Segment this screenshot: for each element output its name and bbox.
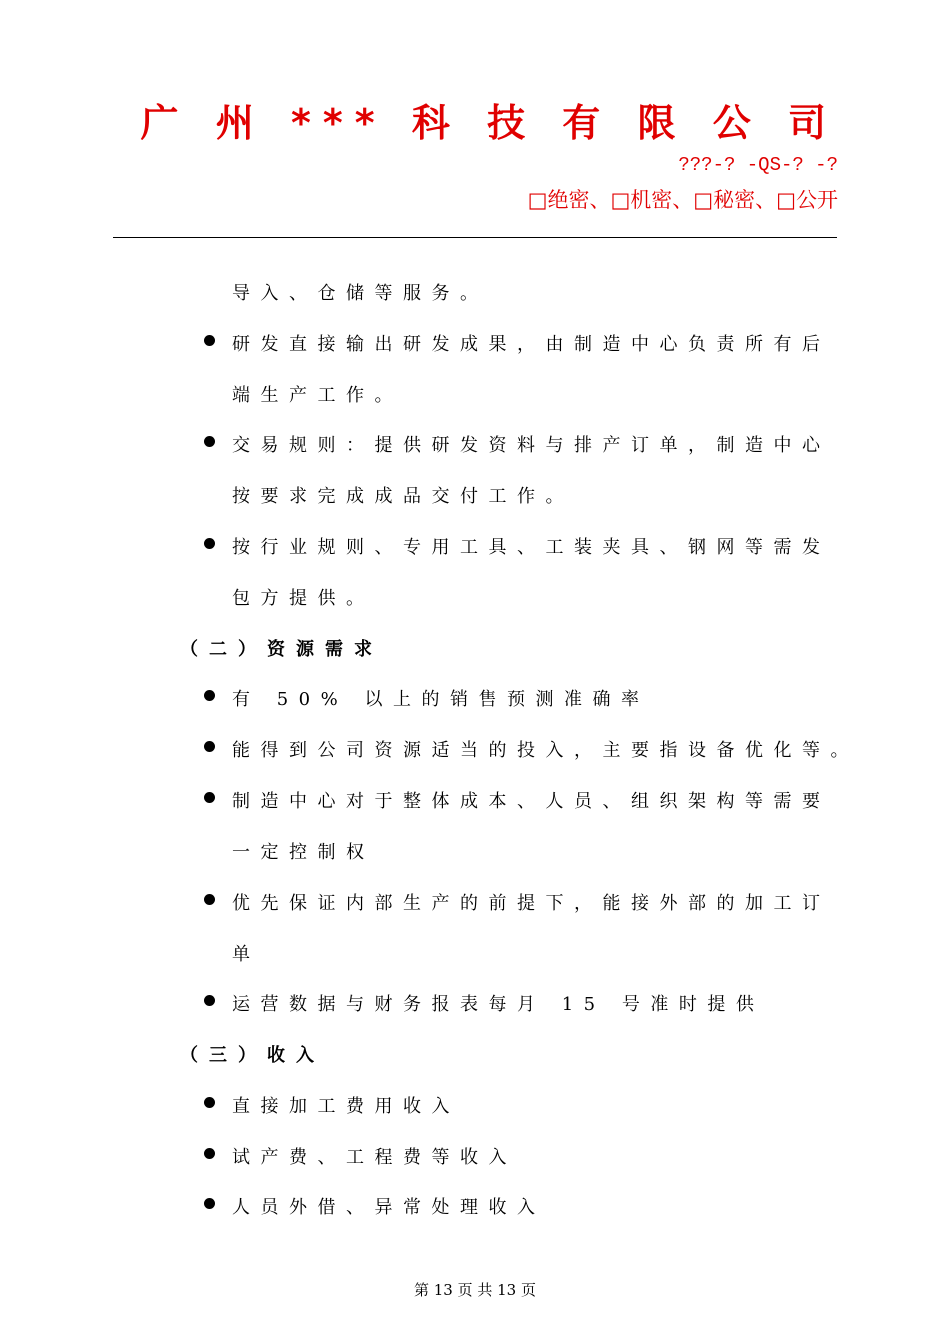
bullet-icon bbox=[204, 538, 215, 549]
section-heading: （二）资源需求 bbox=[180, 639, 383, 660]
list-item: 有 50% 以上的销售预测准确率 bbox=[232, 689, 650, 710]
list-item: 试产费、工程费等收入 bbox=[232, 1147, 517, 1168]
secrecy-level: □绝密、□机密、□秘密、□公开 bbox=[527, 188, 838, 212]
bullet-icon bbox=[204, 335, 215, 346]
list-item-continuation: 端生产工作。 bbox=[232, 385, 403, 406]
list-item-continuation: 单 bbox=[232, 944, 261, 965]
list-item-continuation: 按要求完成成品交付工作。 bbox=[232, 486, 574, 507]
list-item-continuation: 包方提供。 bbox=[232, 588, 375, 609]
list-item: 运营数据与财务报表每月 15 号准时提供 bbox=[232, 994, 765, 1015]
bullet-icon bbox=[204, 1198, 215, 1209]
list-item: 优先保证内部生产的前提下，能接外部的加工订 bbox=[232, 893, 831, 914]
document-code: ???-? -QS-? -? bbox=[678, 154, 838, 176]
list-item: 能得到公司资源适当的投入，主要指设备优化等。 bbox=[232, 740, 859, 761]
header-rule bbox=[113, 237, 837, 238]
bullet-icon bbox=[204, 995, 215, 1006]
page-number: 第 13 页 共 13 页 bbox=[413, 1281, 536, 1299]
list-item: 交易规则：提供研发资料与排产订单，制造中心 bbox=[232, 435, 831, 456]
bullet-icon bbox=[204, 792, 215, 803]
list-item-continuation: 一定控制权 bbox=[232, 842, 375, 863]
list-item: 直接加工费用收入 bbox=[232, 1096, 460, 1117]
company-name: 广 州 *** 科 技 有 限 公 司 bbox=[140, 101, 838, 145]
bullet-icon bbox=[204, 894, 215, 905]
list-item: 研发直接输出研发成果，由制造中心负责所有后 bbox=[232, 334, 831, 355]
section-heading: （三）收入 bbox=[180, 1045, 325, 1066]
bullet-icon bbox=[204, 741, 215, 752]
bullet-icon bbox=[204, 436, 215, 447]
list-item: 按行业规则、专用工具、工装夹具、钢网等需发 bbox=[232, 537, 831, 558]
bullet-icon bbox=[204, 1148, 215, 1159]
text-line: 导入、仓储等服务。 bbox=[232, 283, 489, 304]
bullet-icon bbox=[204, 1097, 215, 1108]
list-item: 制造中心对于整体成本、人员、组织架构等需要 bbox=[232, 791, 831, 812]
list-item: 人员外借、异常处理收入 bbox=[232, 1197, 546, 1218]
bullet-icon bbox=[204, 690, 215, 701]
